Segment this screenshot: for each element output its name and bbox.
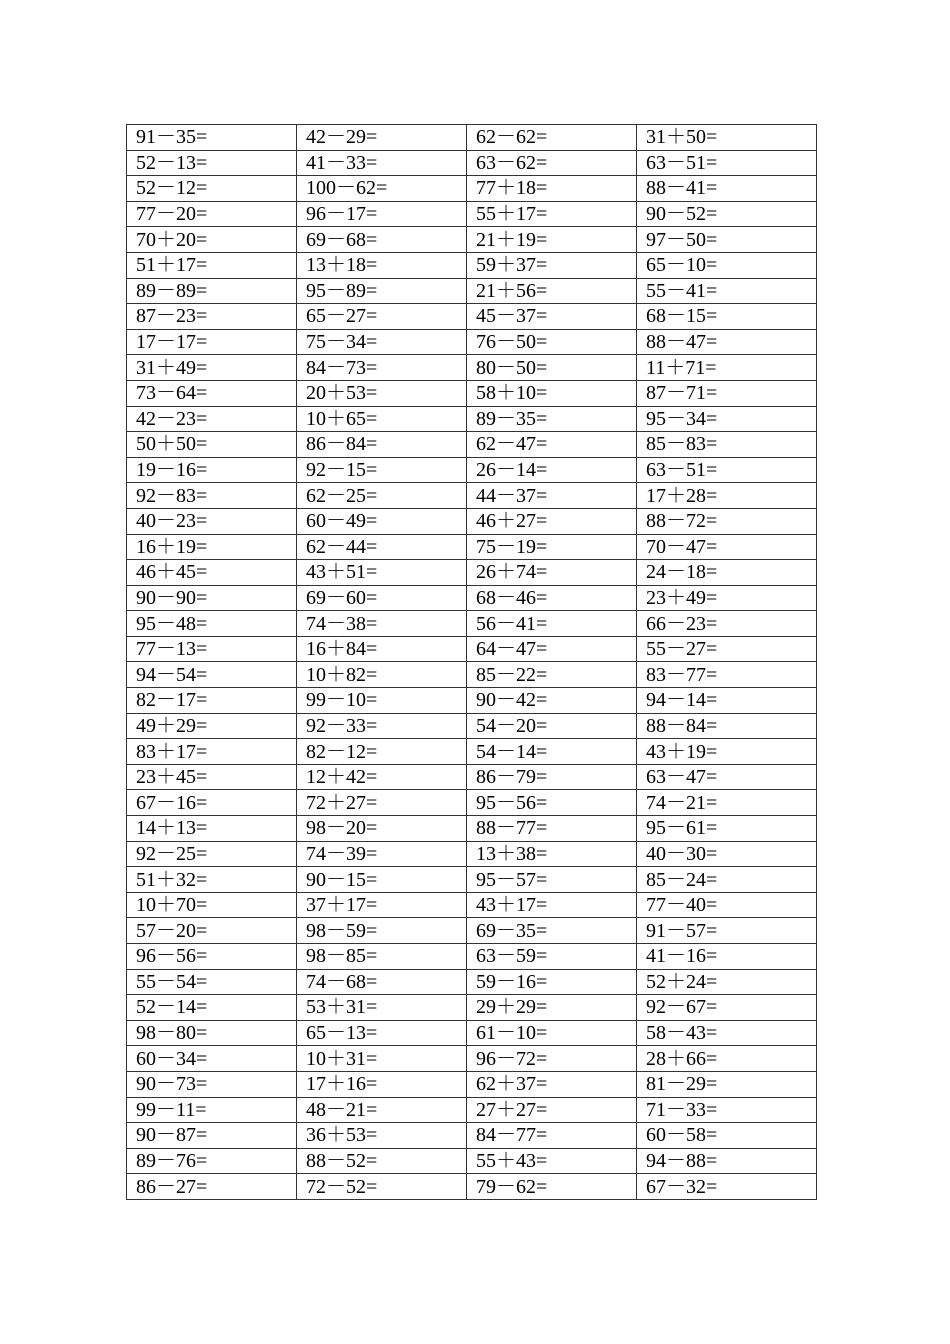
table-row <box>127 1020 817 1046</box>
table-row <box>127 252 817 278</box>
problem-cell: 13＋18= <box>297 252 467 278</box>
table-row <box>127 457 817 483</box>
problem-cell: 98－80= <box>127 1020 297 1046</box>
problem-cell: 23＋45= <box>127 764 297 790</box>
problem-cell: 100－62= <box>297 176 467 202</box>
problem-cell: 55＋43= <box>467 1148 637 1174</box>
problem-cell: 51＋17= <box>127 252 297 278</box>
problem-cell: 80－50= <box>467 355 637 381</box>
problem-cell: 73－64= <box>127 380 297 406</box>
problem-cell: 68－46= <box>467 585 637 611</box>
problem-cell: 82－12= <box>297 739 467 765</box>
problem-cell: 43＋51= <box>297 560 467 586</box>
problem-cell: 74－68= <box>297 969 467 995</box>
problem-cell: 88－47= <box>637 329 817 355</box>
problem-cell: 50＋50= <box>127 432 297 458</box>
problem-cell: 85－83= <box>637 432 817 458</box>
problem-cell: 21＋56= <box>467 278 637 304</box>
table-row <box>127 969 817 995</box>
problem-cell: 70－47= <box>637 534 817 560</box>
problem-cell: 13＋38= <box>467 841 637 867</box>
problem-cell: 60－49= <box>297 508 467 534</box>
problem-cell: 88－72= <box>637 508 817 534</box>
problem-cell: 65－13= <box>297 1020 467 1046</box>
problem-cell: 59＋37= <box>467 252 637 278</box>
problem-cell: 54－20= <box>467 713 637 739</box>
problem-cell: 99－10= <box>297 688 467 714</box>
problem-cell: 23＋49= <box>637 585 817 611</box>
problem-cell: 90－87= <box>127 1123 297 1149</box>
problem-cell: 72－52= <box>297 1174 467 1200</box>
problem-cell: 58－43= <box>637 1020 817 1046</box>
problem-cell: 92－33= <box>297 713 467 739</box>
problem-cell: 42－29= <box>297 125 467 151</box>
problem-cell: 85－22= <box>467 662 637 688</box>
problem-cell: 88－84= <box>637 713 817 739</box>
problem-cell: 95－48= <box>127 611 297 637</box>
problem-cell: 96－72= <box>467 1046 637 1072</box>
problem-cell: 89－76= <box>127 1148 297 1174</box>
problem-cell: 27＋27= <box>467 1097 637 1123</box>
problem-cell: 49＋29= <box>127 713 297 739</box>
problem-cell: 26－14= <box>467 457 637 483</box>
problem-cell: 91－35= <box>127 125 297 151</box>
table-row <box>127 739 817 765</box>
table-row <box>127 713 817 739</box>
problem-cell: 62＋37= <box>467 1071 637 1097</box>
problem-cell: 90－52= <box>637 201 817 227</box>
table-row <box>127 995 817 1021</box>
table-row <box>127 688 817 714</box>
table-row <box>127 125 817 151</box>
problem-cell: 48－21= <box>297 1097 467 1123</box>
problem-cell: 63－62= <box>467 150 637 176</box>
problem-cell: 92－83= <box>127 483 297 509</box>
problem-cell: 77－13= <box>127 636 297 662</box>
table-row <box>127 816 817 842</box>
problem-cell: 55－54= <box>127 969 297 995</box>
problem-cell: 75－34= <box>297 329 467 355</box>
table-row <box>127 150 817 176</box>
problem-cell: 90－15= <box>297 867 467 893</box>
problem-cell: 87－71= <box>637 380 817 406</box>
problem-cell: 77＋18= <box>467 176 637 202</box>
table-row <box>127 560 817 586</box>
problem-cell: 96－56= <box>127 944 297 970</box>
problem-cell: 42－23= <box>127 406 297 432</box>
problem-cell: 92－25= <box>127 841 297 867</box>
problem-cell: 81－29= <box>637 1071 817 1097</box>
table-row <box>127 201 817 227</box>
problem-cell: 52－12= <box>127 176 297 202</box>
problem-cell: 94－14= <box>637 688 817 714</box>
table-row <box>127 176 817 202</box>
problem-cell: 61－10= <box>467 1020 637 1046</box>
problem-cell: 60－34= <box>127 1046 297 1072</box>
problem-cell: 17＋16= <box>297 1071 467 1097</box>
table-row <box>127 636 817 662</box>
problem-cell: 86－84= <box>297 432 467 458</box>
problem-cell: 70＋20= <box>127 227 297 253</box>
problem-cell: 62－25= <box>297 483 467 509</box>
problem-cell: 41－33= <box>297 150 467 176</box>
problem-cell: 55－41= <box>637 278 817 304</box>
problem-cell: 85－24= <box>637 867 817 893</box>
problem-cell: 76－50= <box>467 329 637 355</box>
table-row <box>127 406 817 432</box>
problem-cell: 28＋66= <box>637 1046 817 1072</box>
problem-cell: 58＋10= <box>467 380 637 406</box>
table-row <box>127 1046 817 1072</box>
problem-cell: 86－79= <box>467 764 637 790</box>
problem-cell: 88－77= <box>467 816 637 842</box>
problem-cell: 90－73= <box>127 1071 297 1097</box>
problem-cell: 98－59= <box>297 918 467 944</box>
problem-cell: 92－15= <box>297 457 467 483</box>
problem-cell: 65－10= <box>637 252 817 278</box>
problem-cell: 86－27= <box>127 1174 297 1200</box>
problem-cell: 83－77= <box>637 662 817 688</box>
problem-cell: 11＋71= <box>637 355 817 381</box>
problem-cell: 40－30= <box>637 841 817 867</box>
problem-cell: 12＋42= <box>297 764 467 790</box>
problem-cell: 69－68= <box>297 227 467 253</box>
problem-cell: 95－61= <box>637 816 817 842</box>
problem-cell: 40－23= <box>127 508 297 534</box>
table-row <box>127 534 817 560</box>
problem-cell: 17＋28= <box>637 483 817 509</box>
table-row <box>127 1123 817 1149</box>
problem-cell: 52－14= <box>127 995 297 1021</box>
problem-cell: 52－13= <box>127 150 297 176</box>
table-row <box>127 944 817 970</box>
problem-cell: 55－27= <box>637 636 817 662</box>
problem-cell: 46＋27= <box>467 508 637 534</box>
problem-cell: 82－17= <box>127 688 297 714</box>
problem-cell: 37＋17= <box>297 892 467 918</box>
problem-cell: 69－60= <box>297 585 467 611</box>
problem-cell: 77－20= <box>127 201 297 227</box>
problem-cell: 63－47= <box>637 764 817 790</box>
problem-cell: 98－20= <box>297 816 467 842</box>
table-row <box>127 329 817 355</box>
table-row <box>127 841 817 867</box>
problem-cell: 55＋17= <box>467 201 637 227</box>
problem-cell: 46＋45= <box>127 560 297 586</box>
table-row <box>127 304 817 330</box>
problem-cell: 74－39= <box>297 841 467 867</box>
arithmetic-worksheet-table <box>126 124 817 1200</box>
problem-cell: 14＋13= <box>127 816 297 842</box>
problem-cell: 21＋19= <box>467 227 637 253</box>
table-row <box>127 1097 817 1123</box>
problem-cell: 94－88= <box>637 1148 817 1174</box>
table-row <box>127 585 817 611</box>
problem-cell: 95－57= <box>467 867 637 893</box>
problem-cell: 29＋29= <box>467 995 637 1021</box>
problem-cell: 63－51= <box>637 457 817 483</box>
problem-cell: 26＋74= <box>467 560 637 586</box>
problem-cell: 64－47= <box>467 636 637 662</box>
problem-cell: 41－16= <box>637 944 817 970</box>
problem-cell: 91－57= <box>637 918 817 944</box>
problem-cell: 31＋50= <box>637 125 817 151</box>
table-row <box>127 918 817 944</box>
table-row <box>127 611 817 637</box>
problem-cell: 10＋70= <box>127 892 297 918</box>
problem-cell: 77－40= <box>637 892 817 918</box>
problem-cell: 54－14= <box>467 739 637 765</box>
table-row <box>127 764 817 790</box>
problem-cell: 10＋31= <box>297 1046 467 1072</box>
table-row <box>127 1148 817 1174</box>
table-row <box>127 1174 817 1200</box>
table-row <box>127 278 817 304</box>
problem-cell: 16＋19= <box>127 534 297 560</box>
worksheet-body <box>127 125 817 1200</box>
problem-cell: 36＋53= <box>297 1123 467 1149</box>
table-row <box>127 867 817 893</box>
problem-cell: 69－35= <box>467 918 637 944</box>
problem-cell: 20＋53= <box>297 380 467 406</box>
table-row <box>127 380 817 406</box>
problem-cell: 31＋49= <box>127 355 297 381</box>
problem-cell: 75－19= <box>467 534 637 560</box>
problem-cell: 90－42= <box>467 688 637 714</box>
problem-cell: 95－89= <box>297 278 467 304</box>
problem-cell: 62－44= <box>297 534 467 560</box>
problem-cell: 84－73= <box>297 355 467 381</box>
problem-cell: 87－23= <box>127 304 297 330</box>
problem-cell: 10＋82= <box>297 662 467 688</box>
problem-cell: 66－23= <box>637 611 817 637</box>
problem-cell: 98－85= <box>297 944 467 970</box>
problem-cell: 63－51= <box>637 150 817 176</box>
table-row <box>127 662 817 688</box>
problem-cell: 74－38= <box>297 611 467 637</box>
problem-cell: 97－50= <box>637 227 817 253</box>
problem-cell: 43＋17= <box>467 892 637 918</box>
problem-cell: 63－59= <box>467 944 637 970</box>
problem-cell: 99－11= <box>127 1097 297 1123</box>
problem-cell: 57－20= <box>127 918 297 944</box>
problem-cell: 95－34= <box>637 406 817 432</box>
problem-cell: 62－62= <box>467 125 637 151</box>
problem-cell: 17－17= <box>127 329 297 355</box>
table-row <box>127 227 817 253</box>
table-row <box>127 790 817 816</box>
problem-cell: 52＋24= <box>637 969 817 995</box>
problem-cell: 88－41= <box>637 176 817 202</box>
problem-cell: 19－16= <box>127 457 297 483</box>
problem-cell: 89－35= <box>467 406 637 432</box>
problem-cell: 71－33= <box>637 1097 817 1123</box>
problem-cell: 16＋84= <box>297 636 467 662</box>
problem-cell: 62－47= <box>467 432 637 458</box>
problem-cell: 51＋32= <box>127 867 297 893</box>
problem-cell: 67－32= <box>637 1174 817 1200</box>
table-row <box>127 355 817 381</box>
problem-cell: 56－41= <box>467 611 637 637</box>
problem-cell: 43＋19= <box>637 739 817 765</box>
problem-cell: 68－15= <box>637 304 817 330</box>
problem-cell: 24－18= <box>637 560 817 586</box>
table-row <box>127 432 817 458</box>
problem-cell: 72＋27= <box>297 790 467 816</box>
problem-cell: 53＋31= <box>297 995 467 1021</box>
problem-cell: 45－37= <box>467 304 637 330</box>
problem-cell: 94－54= <box>127 662 297 688</box>
problem-cell: 90－90= <box>127 585 297 611</box>
problem-cell: 83＋17= <box>127 739 297 765</box>
problem-cell: 84－77= <box>467 1123 637 1149</box>
problem-cell: 60－58= <box>637 1123 817 1149</box>
problem-cell: 74－21= <box>637 790 817 816</box>
problem-cell: 79－62= <box>467 1174 637 1200</box>
problem-cell: 95－56= <box>467 790 637 816</box>
problem-cell: 10＋65= <box>297 406 467 432</box>
problem-cell: 89－89= <box>127 278 297 304</box>
problem-cell: 88－52= <box>297 1148 467 1174</box>
problem-cell: 67－16= <box>127 790 297 816</box>
problem-cell: 65－27= <box>297 304 467 330</box>
problem-cell: 92－67= <box>637 995 817 1021</box>
table-row <box>127 483 817 509</box>
problem-cell: 59－16= <box>467 969 637 995</box>
problem-cell: 44－37= <box>467 483 637 509</box>
problem-cell: 96－17= <box>297 201 467 227</box>
table-row <box>127 508 817 534</box>
table-row <box>127 892 817 918</box>
table-row <box>127 1071 817 1097</box>
